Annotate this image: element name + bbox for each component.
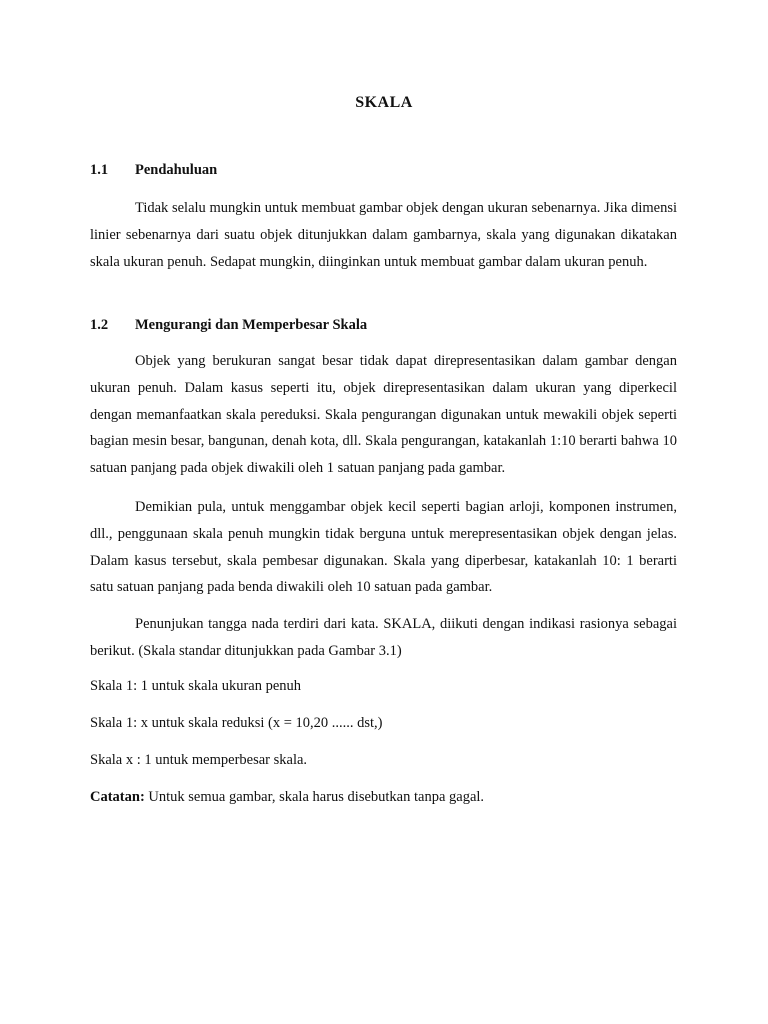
section-number: 1.1 [90,162,109,178]
note-line [90,789,484,806]
section-heading-pendahuluan [90,162,217,179]
paragraph-skala-pembesar: Demikian pula, untuk menggambar objek kecil seperti bagian arloji, komponen instrumen, dll., penggunaan skala penuh mungkin tidak berguna untuk merepresentasikan objek dengan jelas. Dalam kasus tersebut, skala pembesar digunakan. Skala yang diperbesar, katakanlah 10: 1 berarti satu satuan panjang pada benda diwakili oleh 10 satuan pada gambar. [90,499,677,596]
section-title: Pendahuluan [135,162,218,178]
section-title: Mengurangi dan Memperbesar Skala [135,317,368,333]
scale-line-enlarge: Skala x : 1 untuk memperbesar skala. [90,752,308,768]
paragraph-pendahuluan: Tidak selalu mungkin untuk membuat gambar objek dengan ukuran sebenarnya. Jika dimensi linier sebenarnya dari suatu objek ditunjukkan dalam gambarnya, skala yang digunakan dikatakan skala ukuran penuh. Sedapat mungkin, diinginkan untuk membuat gambar dalam ukuran penuh. [90,200,677,270]
note-label: Catatan: [90,789,145,805]
scale-line-reduction: Skala 1: x untuk skala reduksi (x = 10,20 ...... dst,) [90,715,383,731]
scale-line-full: Skala 1: 1 untuk skala ukuran penuh [90,678,302,694]
paragraph-penunjukan-skala: Penunjukan tangga nada terdiri dari kata. SKALA, diikuti dengan indikasi rasionya sebagai berikut. (Skala standar ditunjukkan pada Gambar 3.1) [90,616,677,659]
document-title: SKALA [355,94,413,111]
section-number: 1.2 [90,317,109,333]
paragraph-skala-pengurangan: Objek yang berukuran sangat besar tidak dapat direpresentasikan dalam gambar dengan ukuran penuh. Dalam kasus seperti itu, objek direpresentasikan dalam ukuran yang diperkecil dengan memanfaatkan skala pereduksi. Skala pengurangan digunakan untuk mewakili objek seperti bagian mesin besar, bangunan, denah kota, dll. Skala pengurangan, katakanlah 1:10 berarti bahwa 10 satuan panjang pada objek diwakili oleh 1 satuan panjang pada gambar. [90,353,677,477]
section-heading-skala [90,317,367,334]
note-text: Untuk semua gambar, skala harus disebutkan tanpa gagal. [144,789,485,805]
